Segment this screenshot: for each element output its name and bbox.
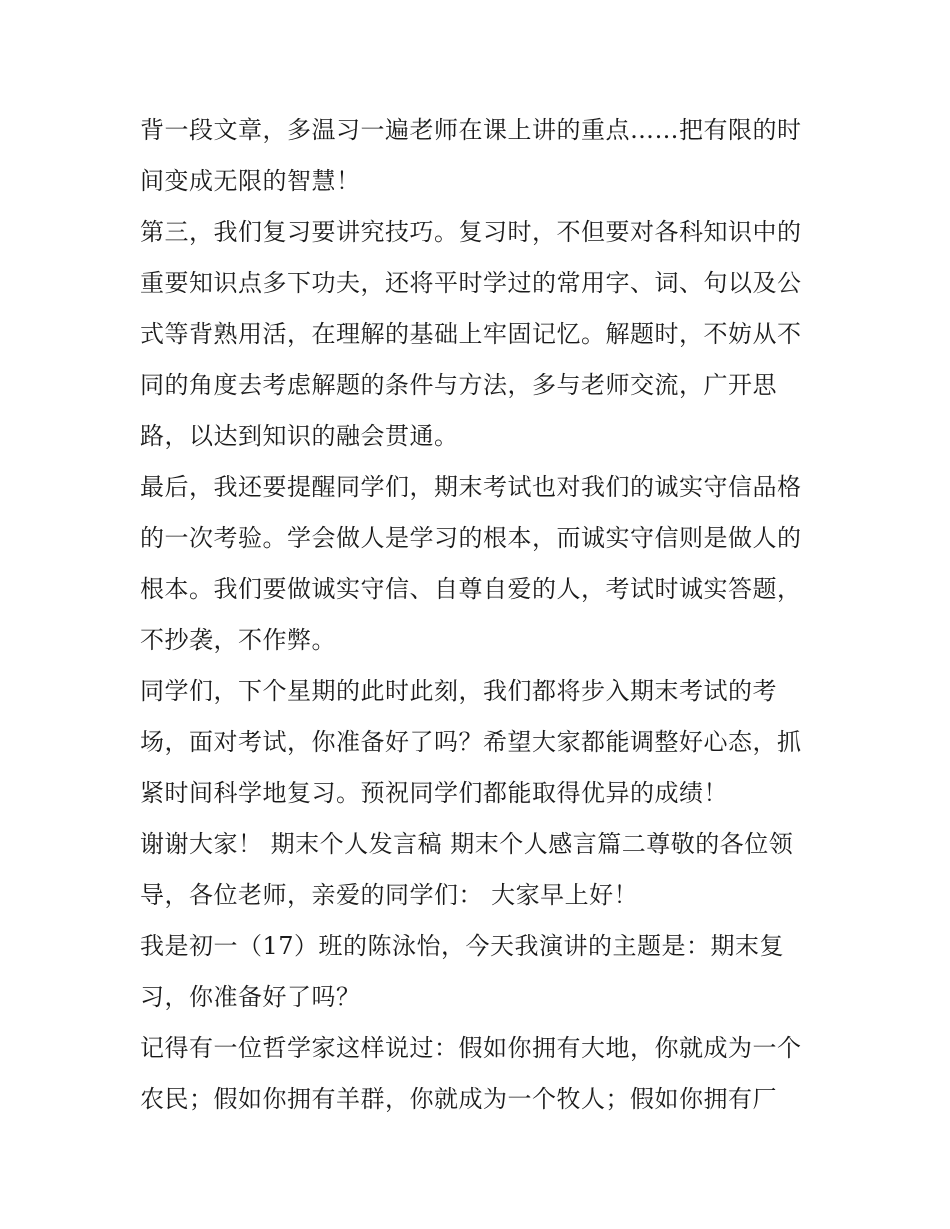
text-line: 第三，我们复习要讲究技巧。复习时，不但要对各科知识中的 [140, 218, 802, 246]
text-line: 最后，我还要提醒同学们，期末考试也对我们的诚实守信品格 [140, 473, 802, 501]
text-line: 不抄袭，不作弊。 [140, 626, 336, 654]
text-line: 路，以达到知识的融会贯通。 [140, 422, 459, 450]
text-line: 记得有一位哲学家这样说过：假如你拥有大地，你就成为一个 [140, 1034, 802, 1062]
text-line: 间变成无限的智慧！ [140, 167, 361, 195]
text-line: 习，你准备好了吗？ [140, 983, 361, 1011]
text-line: 重要知识点多下功夫，还将平时学过的常用字、词、句以及公 [140, 269, 802, 297]
text-line: 式等背熟用活，在理解的基础上牢固记忆。解题时，不妨从不 [140, 320, 802, 348]
text-line: 背一段文章，多温习一遍老师在课上讲的重点……把有限的时 [140, 116, 802, 144]
text-line: 场，面对考试，你准备好了吗？希望大家都能调整好心态，抓 [140, 728, 802, 756]
text-line: 同的角度去考虑解题的条件与方法，多与老师交流，广开思 [140, 371, 777, 399]
text-line: 谢谢大家！ 期末个人发言稿 期末个人感言篇二尊敬的各位领 [140, 830, 794, 858]
text-line: 农民；假如你拥有羊群，你就成为一个牧人；假如你拥有厂 [140, 1085, 777, 1113]
document-body [140, 105, 820, 1125]
text-line: 同学们，下个星期的此时此刻，我们都将步入期末考试的考 [140, 677, 777, 705]
text-line: 的一次考验。学会做人是学习的根本，而诚实守信则是做人的 [140, 524, 802, 552]
text-line: 我是初一（17）班的陈泳怡，今天我演讲的主题是：期末复 [140, 932, 785, 960]
text-line: 紧时间科学地复习。预祝同学们都能取得优异的成绩！ [140, 779, 728, 807]
text-line: 根本。我们要做诚实守信、自尊自爱的人，考试时诚实答题， [140, 575, 802, 603]
text-line: 导，各位老师，亲爱的同学们： 大家早上好！ [140, 881, 639, 909]
